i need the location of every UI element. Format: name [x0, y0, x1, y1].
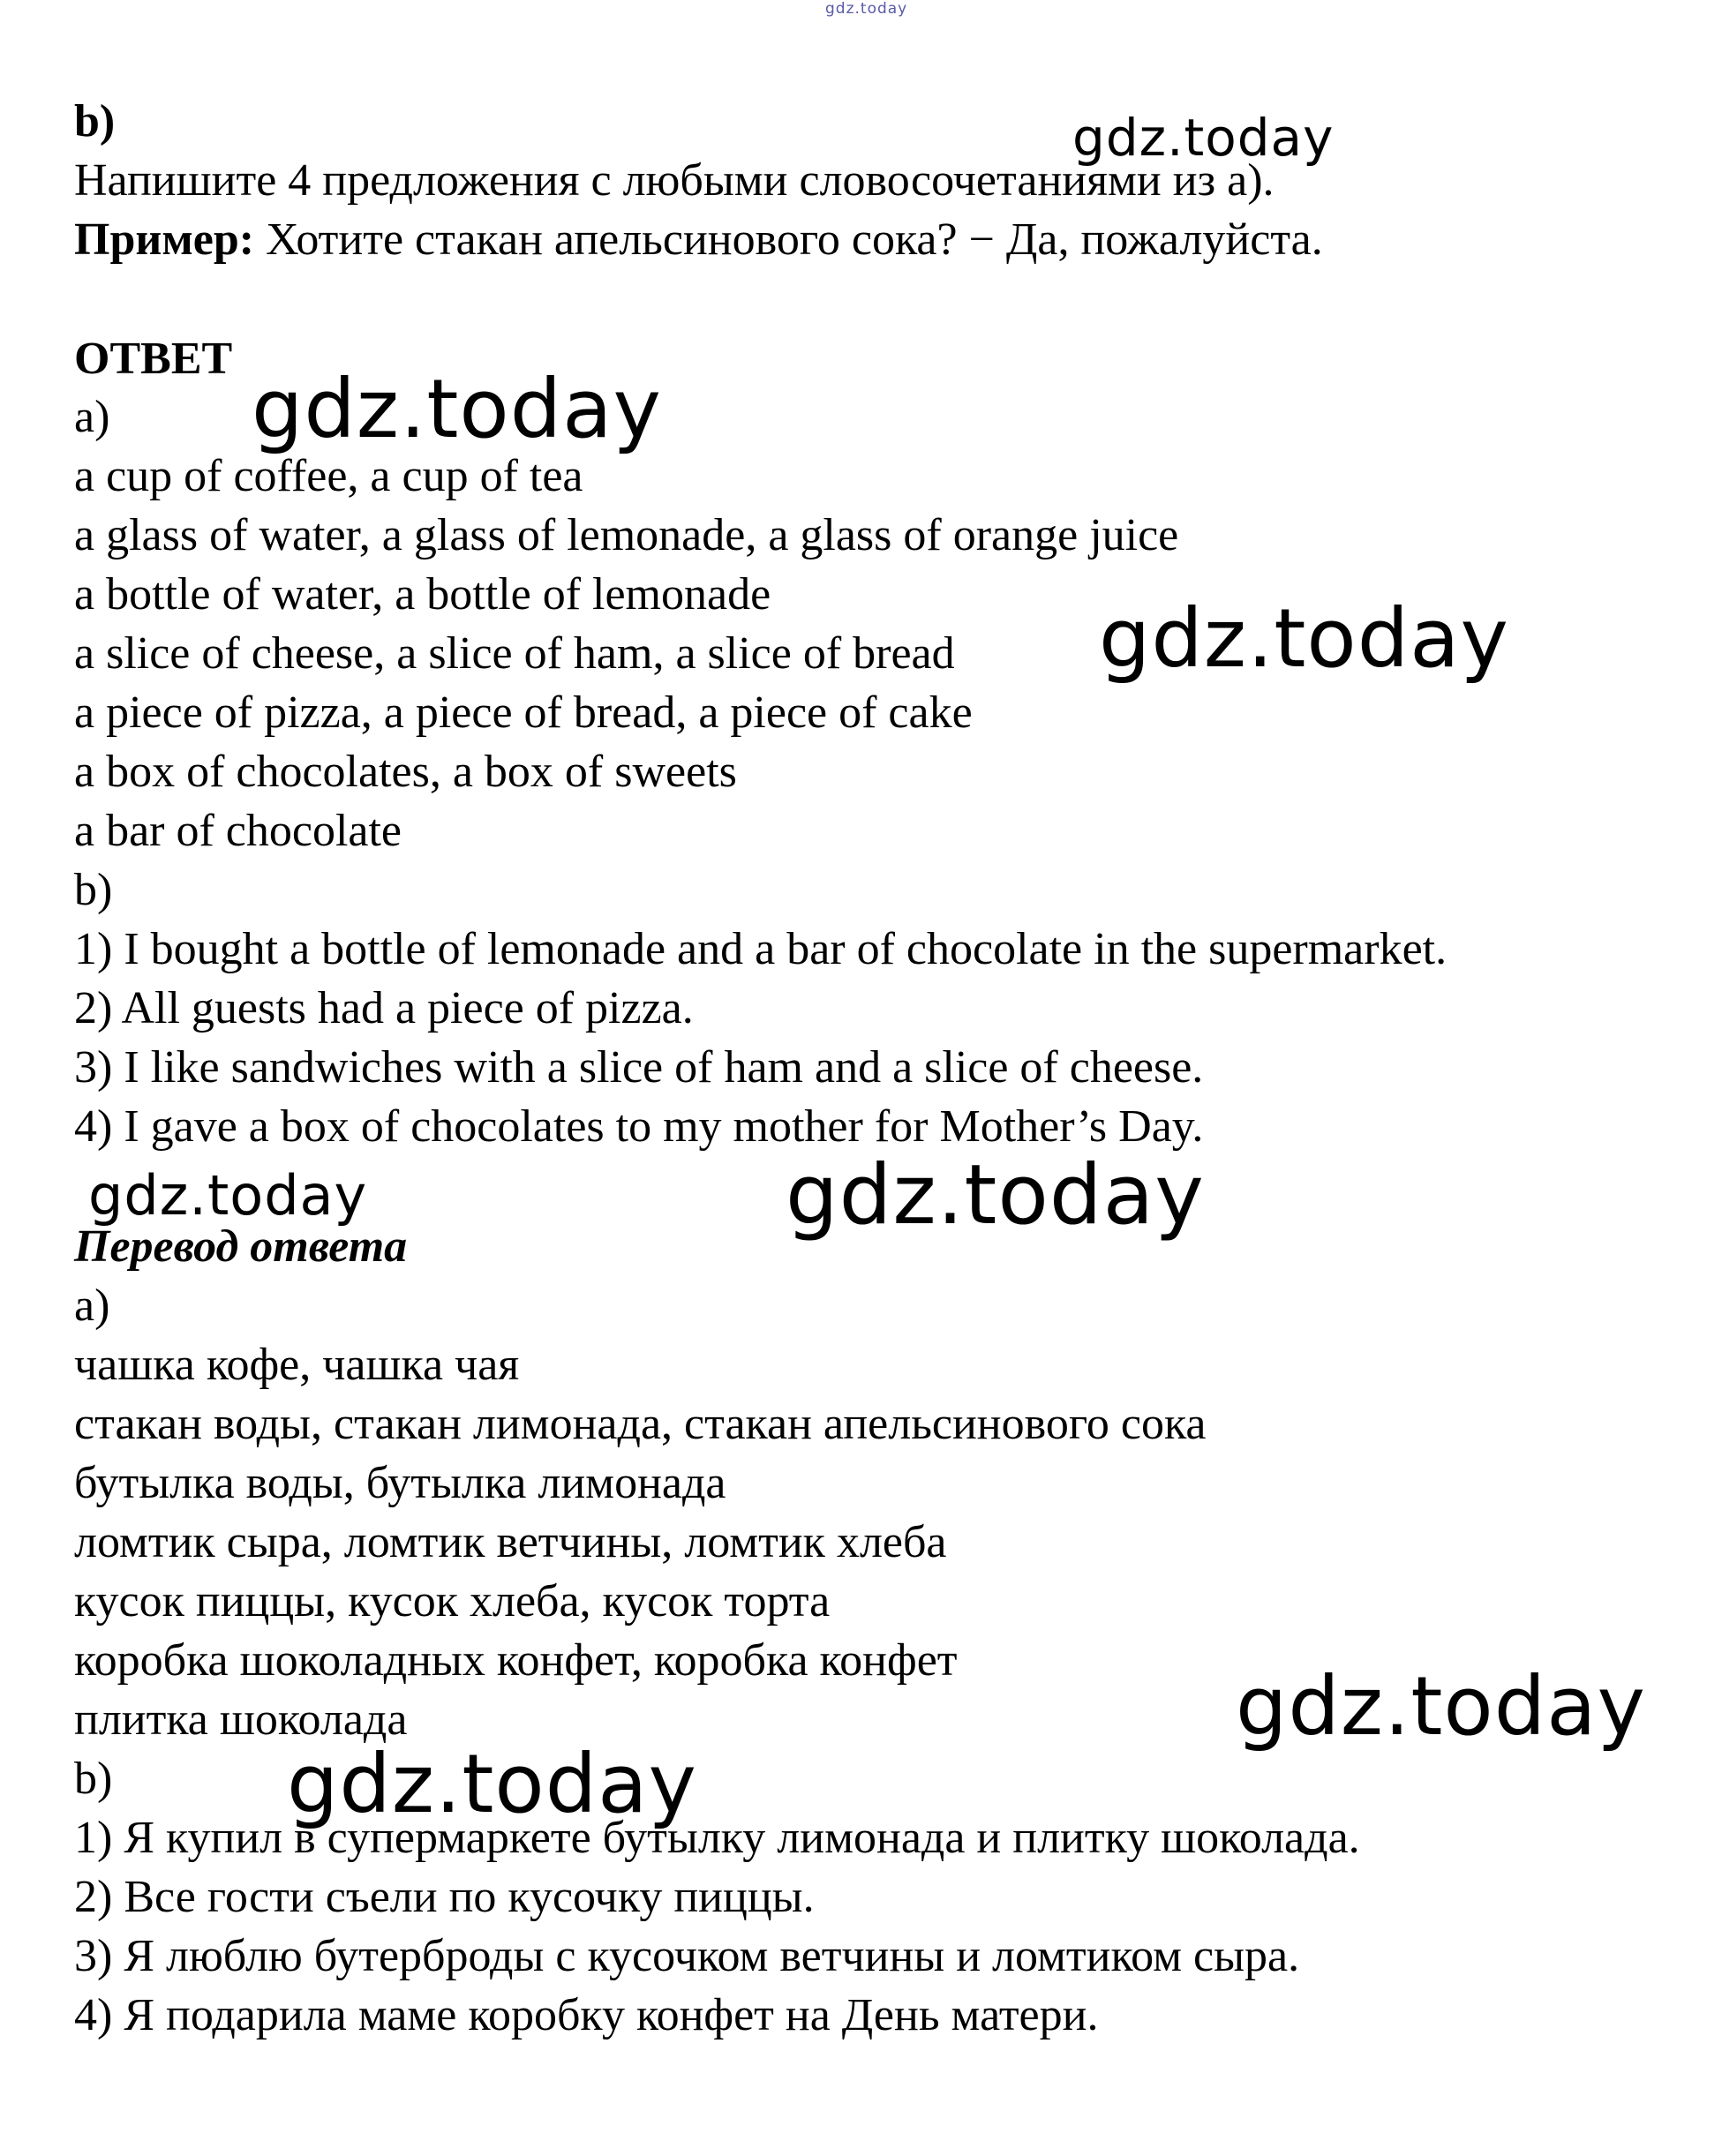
translation-part-b-label: b): [74, 1754, 113, 1804]
translation-heading: Перевод ответа: [74, 1221, 408, 1272]
watermark: gdz.today: [88, 1163, 368, 1228]
watermark: gdz.today: [1072, 108, 1335, 168]
task-example: [74, 214, 1323, 267]
watermark: gdz.today: [1236, 1659, 1646, 1754]
answer-a-line: a box of chocolates, a box of sweets: [74, 747, 737, 797]
translation-a-line: чашка кофе, чашка чая: [74, 1340, 520, 1390]
answer-heading: ОТВЕТ: [74, 334, 233, 384]
answer-a-line: a bar of chocolate: [74, 806, 402, 856]
answer-b-line: 2) All guests had a piece of pizza.: [74, 983, 694, 1033]
answer-b-line: 4) I gave a box of chocolates to my mother for Mother’s Day.: [74, 1101, 1204, 1152]
watermark: gdz.today: [786, 1147, 1205, 1243]
answer-part-a-label: а): [74, 392, 110, 442]
answer-a-line: a glass of water, a glass of lemonade, a glass of orange juice: [74, 510, 1179, 560]
answer-a-line: a bottle of water, a bottle of lemonade: [74, 569, 771, 620]
watermark: gdz.today: [252, 362, 662, 456]
translation-b-line: 1) Я купил в супермаркете бутылку лимонада и плитку шоколада.: [74, 1813, 1360, 1863]
translation-b-line: 4) Я подарила маме коробку конфет на День матери.: [74, 1990, 1099, 2040]
translation-a-line: ломтик сыра, ломтик ветчины, ломтик хлеба: [74, 1517, 947, 1567]
example-text: Хотите стакан апельсинового сока? − Да, пожалуйста.: [254, 214, 1323, 265]
example-label: Пример:: [74, 214, 255, 265]
top-watermark: gdz.today: [825, 0, 908, 18]
translation-b-line: 2) Все гости съели по кусочку пиццы.: [74, 1872, 815, 1922]
translation-b-line: 3) Я люблю бутерброды с кусочком ветчины и ломтиком сыра.: [74, 1931, 1300, 1981]
answer-a-line: a cup of coffee, a cup of tea: [74, 451, 583, 501]
answer-a-line: a piece of pizza, a piece of bread, a piece of cake: [74, 687, 973, 738]
watermark: gdz.today: [1099, 591, 1509, 686]
answer-a-line: a slice of cheese, a slice of ham, a slice of bread: [74, 628, 955, 679]
answer-b-line: 1) I bought a bottle of lemonade and a bar of chocolate in the supermarket.: [74, 924, 1448, 974]
translation-a-line: кусок пиццы, кусок хлеба, кусок торта: [74, 1576, 831, 1626]
task-instruction: Напишите 4 предложения с любыми словосочетаниями из а).: [74, 155, 1275, 206]
translation-a-line: плитка шоколада: [74, 1694, 408, 1745]
translation-a-line: коробка шоколадных конфет, коробка конфет: [74, 1635, 958, 1686]
translation-part-a-label: а): [74, 1281, 110, 1331]
watermark: gdz.today: [287, 1737, 697, 1831]
task-label: b): [74, 96, 116, 146]
translation-a-line: стакан воды, стакан лимонада, стакан апельсинового сока: [74, 1399, 1207, 1449]
answer-part-b-label: b): [74, 865, 113, 915]
translation-a-line: бутылка воды, бутылка лимонада: [74, 1458, 726, 1508]
answer-b-line: 3) I like sandwiches with a slice of ham and a slice of cheese.: [74, 1042, 1204, 1093]
